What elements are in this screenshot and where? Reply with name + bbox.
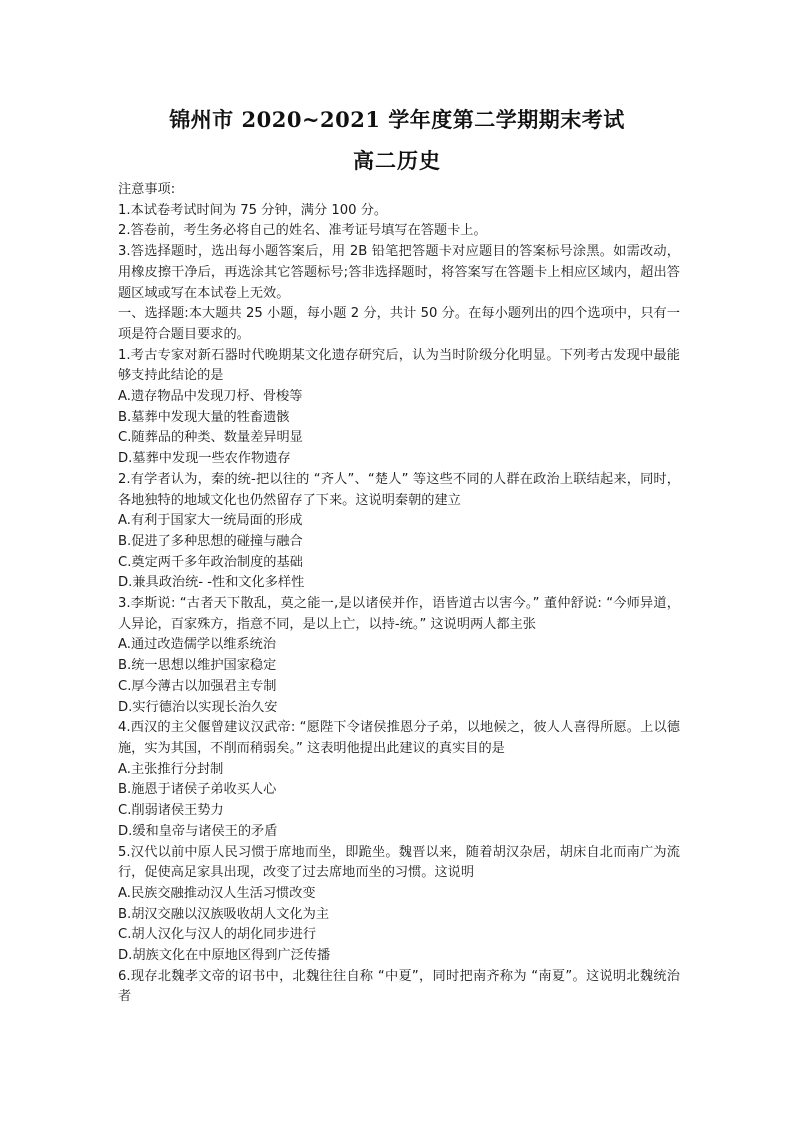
- question-option: C.随葬品的种类、数量差异明显: [118, 430, 303, 446]
- notes-heading: 注意事项:: [118, 182, 176, 197]
- question-stem: 4.西汉的主父偃曾建议汉武帝: “愿陛下令诸侯推恩分子弟，以地候之，彼人人喜得所愿。上以德施，实为其国，不削而稍弱矣。” 这表明他提出此建议的真实目的是: [118, 720, 680, 756]
- section-instructions: 一、选择题:本大题共 25 小题，每小题 2 分，共计 50 分。在每小题列出的四个选项中，只有一项是符合题目要求的。: [118, 306, 680, 342]
- question-option: D.胡族文化在中原地区得到广泛传播: [118, 948, 331, 964]
- question-option: A.民族交融推动汉人生活习惯改变: [118, 885, 316, 901]
- question-stem: 5.汉代以前中原人民习惯于席地而坐，即跪坐。魏晋以来，随着胡汉杂居，胡床自北而南广为流行，促使高足家具出现，改变了过去席地而坐的习惯。这说明: [118, 844, 680, 881]
- question-stem: 6.现存北魏孝文帝的诏书中，北魏往往自称 “中夏”，同时把南齐称为 “南夏”。这说明北魏统治者: [118, 968, 680, 1005]
- question-option: C.厚今薄古以加强君主专制: [118, 678, 277, 694]
- question-option: D.兼具政治统- -性和文化多样性: [118, 575, 305, 591]
- question-option: C.胡人汉化与汉人的胡化同步进行: [118, 927, 317, 943]
- question-option: A.有利于国家大一统局面的形成: [118, 513, 303, 529]
- note-item: 1.本试卷考试时间为 75 分钟，满分 100 分。: [118, 202, 388, 218]
- question-option: B.墓葬中发现大量的牲畜遗骸: [118, 409, 290, 425]
- question-option: D.实行德治以实现长治久安: [118, 699, 278, 715]
- question-option: C.削弱诸侯王势力: [118, 803, 224, 819]
- question-option: C.奠定两千多年政治制度的基础: [118, 554, 303, 570]
- question-stem: 1.考古专家对新石器时代晚期某文化遗存研究后，认为当时阶级分化明显。下列考古发现中最能够支持此结论的是: [118, 347, 680, 384]
- question-stem: 3.李斯说: “古者天下散乱，莫之能一,是以诸侯并作，语皆道古以害今。” 董仲舒说: “今师异道，人异论，百家殊方，指意不同，是以上亡，以持-统。” 这说明两人都主张: [118, 596, 680, 632]
- note-item: 3.答选择题时，选出每小题答案后，用 2B 铅笔把答题卡对应题目的答案标号涂黑。如需改动，用橡皮擦干净后，再选涂其它答题标号;答非选择题时，将答案写在答题卡上相应区域内，超出答题区域或写在本试卷上无效。: [118, 244, 680, 301]
- question-option: B.促进了多种思想的碰撞与融合: [118, 533, 303, 549]
- exam-body: [118, 180, 680, 1008]
- question-option: B.胡汉交融以汉族吸收胡人文化为主: [118, 906, 330, 922]
- question-option: B.统一思想以维护国家稳定: [118, 658, 277, 674]
- exam-subtitle: 高二历史: [353, 148, 441, 173]
- question-option: D.缓和皇帝与诸侯王的矛盾: [118, 823, 278, 839]
- question-option: A.遗存物品中发现刀杼、骨梭等: [118, 389, 303, 405]
- note-item: 2.答卷前，考生务必将自己的姓名、准考证号填写在答题卡上。: [118, 223, 487, 239]
- question-option: D.墓葬中发现一些农作物遗存: [118, 451, 291, 467]
- question-stem: 2.有学者认为，秦的统-把以往的 “齐人”、“楚人” 等这些不同的人群在政治上联结起来，同时，各地独特的地域文化也仍然留存了下来。这说明秦朝的建立: [118, 471, 680, 508]
- question-option: A.主张推行分封制: [118, 761, 224, 777]
- question-option: A.通过改造儒学以维系统治: [118, 637, 277, 653]
- question-option: B.施恩于诸侯子弟收买人心: [118, 782, 277, 798]
- exam-title: 锦州市 2020~2021 学年度第二学期期末考试: [169, 107, 625, 132]
